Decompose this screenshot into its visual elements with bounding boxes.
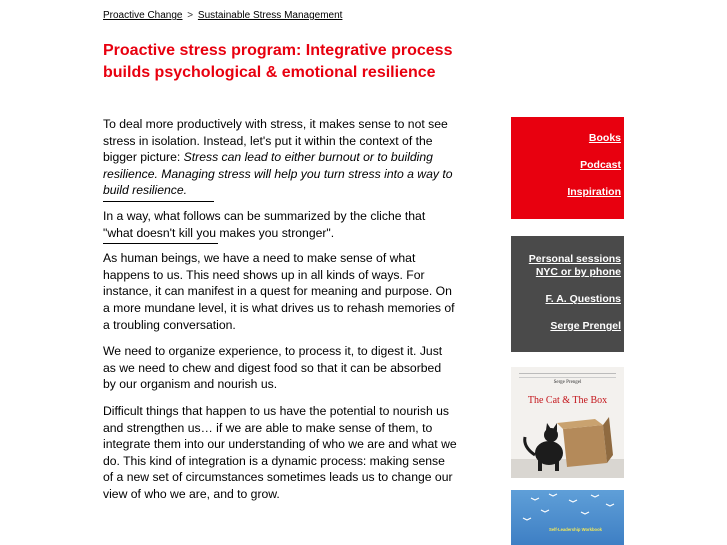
- paragraph-intro-emphasis: Stress can lead to either burnout or to building resilience. Managing stress will help you turn stress into a way to build resilience.: [103, 150, 453, 198]
- paragraph-integration: Difficult things that happen to us have the potential to nourish us and strengthen us… if we are able to make sense of them, to integrate them into our understanding of who we are and what we do. This kind of integration is a dynamic process: making sense of a new set of circumstances sometimes leads us to change our view of who we are, and to grow.: [103, 403, 457, 501]
- sidebar-link-books[interactable]: Books: [588, 132, 621, 144]
- sidebar-link-podcast[interactable]: Podcast: [580, 159, 621, 171]
- book-cover-workbook[interactable]: [511, 490, 624, 545]
- divider: [103, 201, 214, 202]
- breadcrumb: [103, 10, 342, 21]
- divider: [103, 243, 218, 244]
- article-body: [103, 116, 457, 512]
- paragraph-sense-making: As human beings, we have a need to make sense of what happens to us. This need shows up in all kinds of ways. For instance, it can manifest in a quest for meaning and purpose. On a more mundane level, it is what drives us to rehash memories of a troubling conversation.: [103, 251, 455, 332]
- sidebar-link-inspiration[interactable]: Inspiration: [567, 186, 621, 198]
- sessions-line2: NYC or by phone: [535, 266, 621, 278]
- paragraph-intro-text: To deal more productively with stress, it makes sense to not see stress in isolation. Instead, let's put it within the context of the bigger picture:: [103, 117, 448, 165]
- breadcrumb-home-link[interactable]: Proactive Change: [103, 10, 183, 21]
- paragraph-cliche: In a way, what follows can be summarized by the cliche that "what doesn't kill you makes you stronger".: [103, 208, 426, 240]
- book-cover-cat-and-box[interactable]: [511, 367, 624, 478]
- sidebar-gray-menu: [511, 236, 624, 352]
- birds-illustration: [511, 490, 624, 545]
- breadcrumb-current-link[interactable]: Sustainable Stress Management: [197, 10, 343, 21]
- cat-and-box-illustration: [511, 367, 624, 478]
- book-cover-author: Serge Prengel: [553, 380, 582, 385]
- book-workbook-title: Self-Leadership Workbook: [549, 527, 602, 532]
- paragraph-digest: We need to organize experience, to process it, to digest it. Just as we need to chew and digest food so that it can be absorbed by our organism and nourish us.: [103, 344, 443, 392]
- breadcrumb-separator: >: [187, 10, 194, 21]
- sidebar-link-serge-prengel[interactable]: Serge Prengel: [550, 320, 621, 332]
- book-cover-title: The Cat & The Box: [527, 395, 608, 406]
- paragraph-intro: [103, 116, 457, 199]
- sidebar-link-faq[interactable]: F. A. Questions: [545, 293, 621, 305]
- sidebar-link-personal-sessions[interactable]: [511, 253, 621, 279]
- sessions-line1: Personal sessions: [528, 253, 621, 265]
- page-title: Proactive stress program: Integrative process builds psychological & emotional resilience: [103, 42, 453, 81]
- sidebar-red-menu: [511, 117, 624, 219]
